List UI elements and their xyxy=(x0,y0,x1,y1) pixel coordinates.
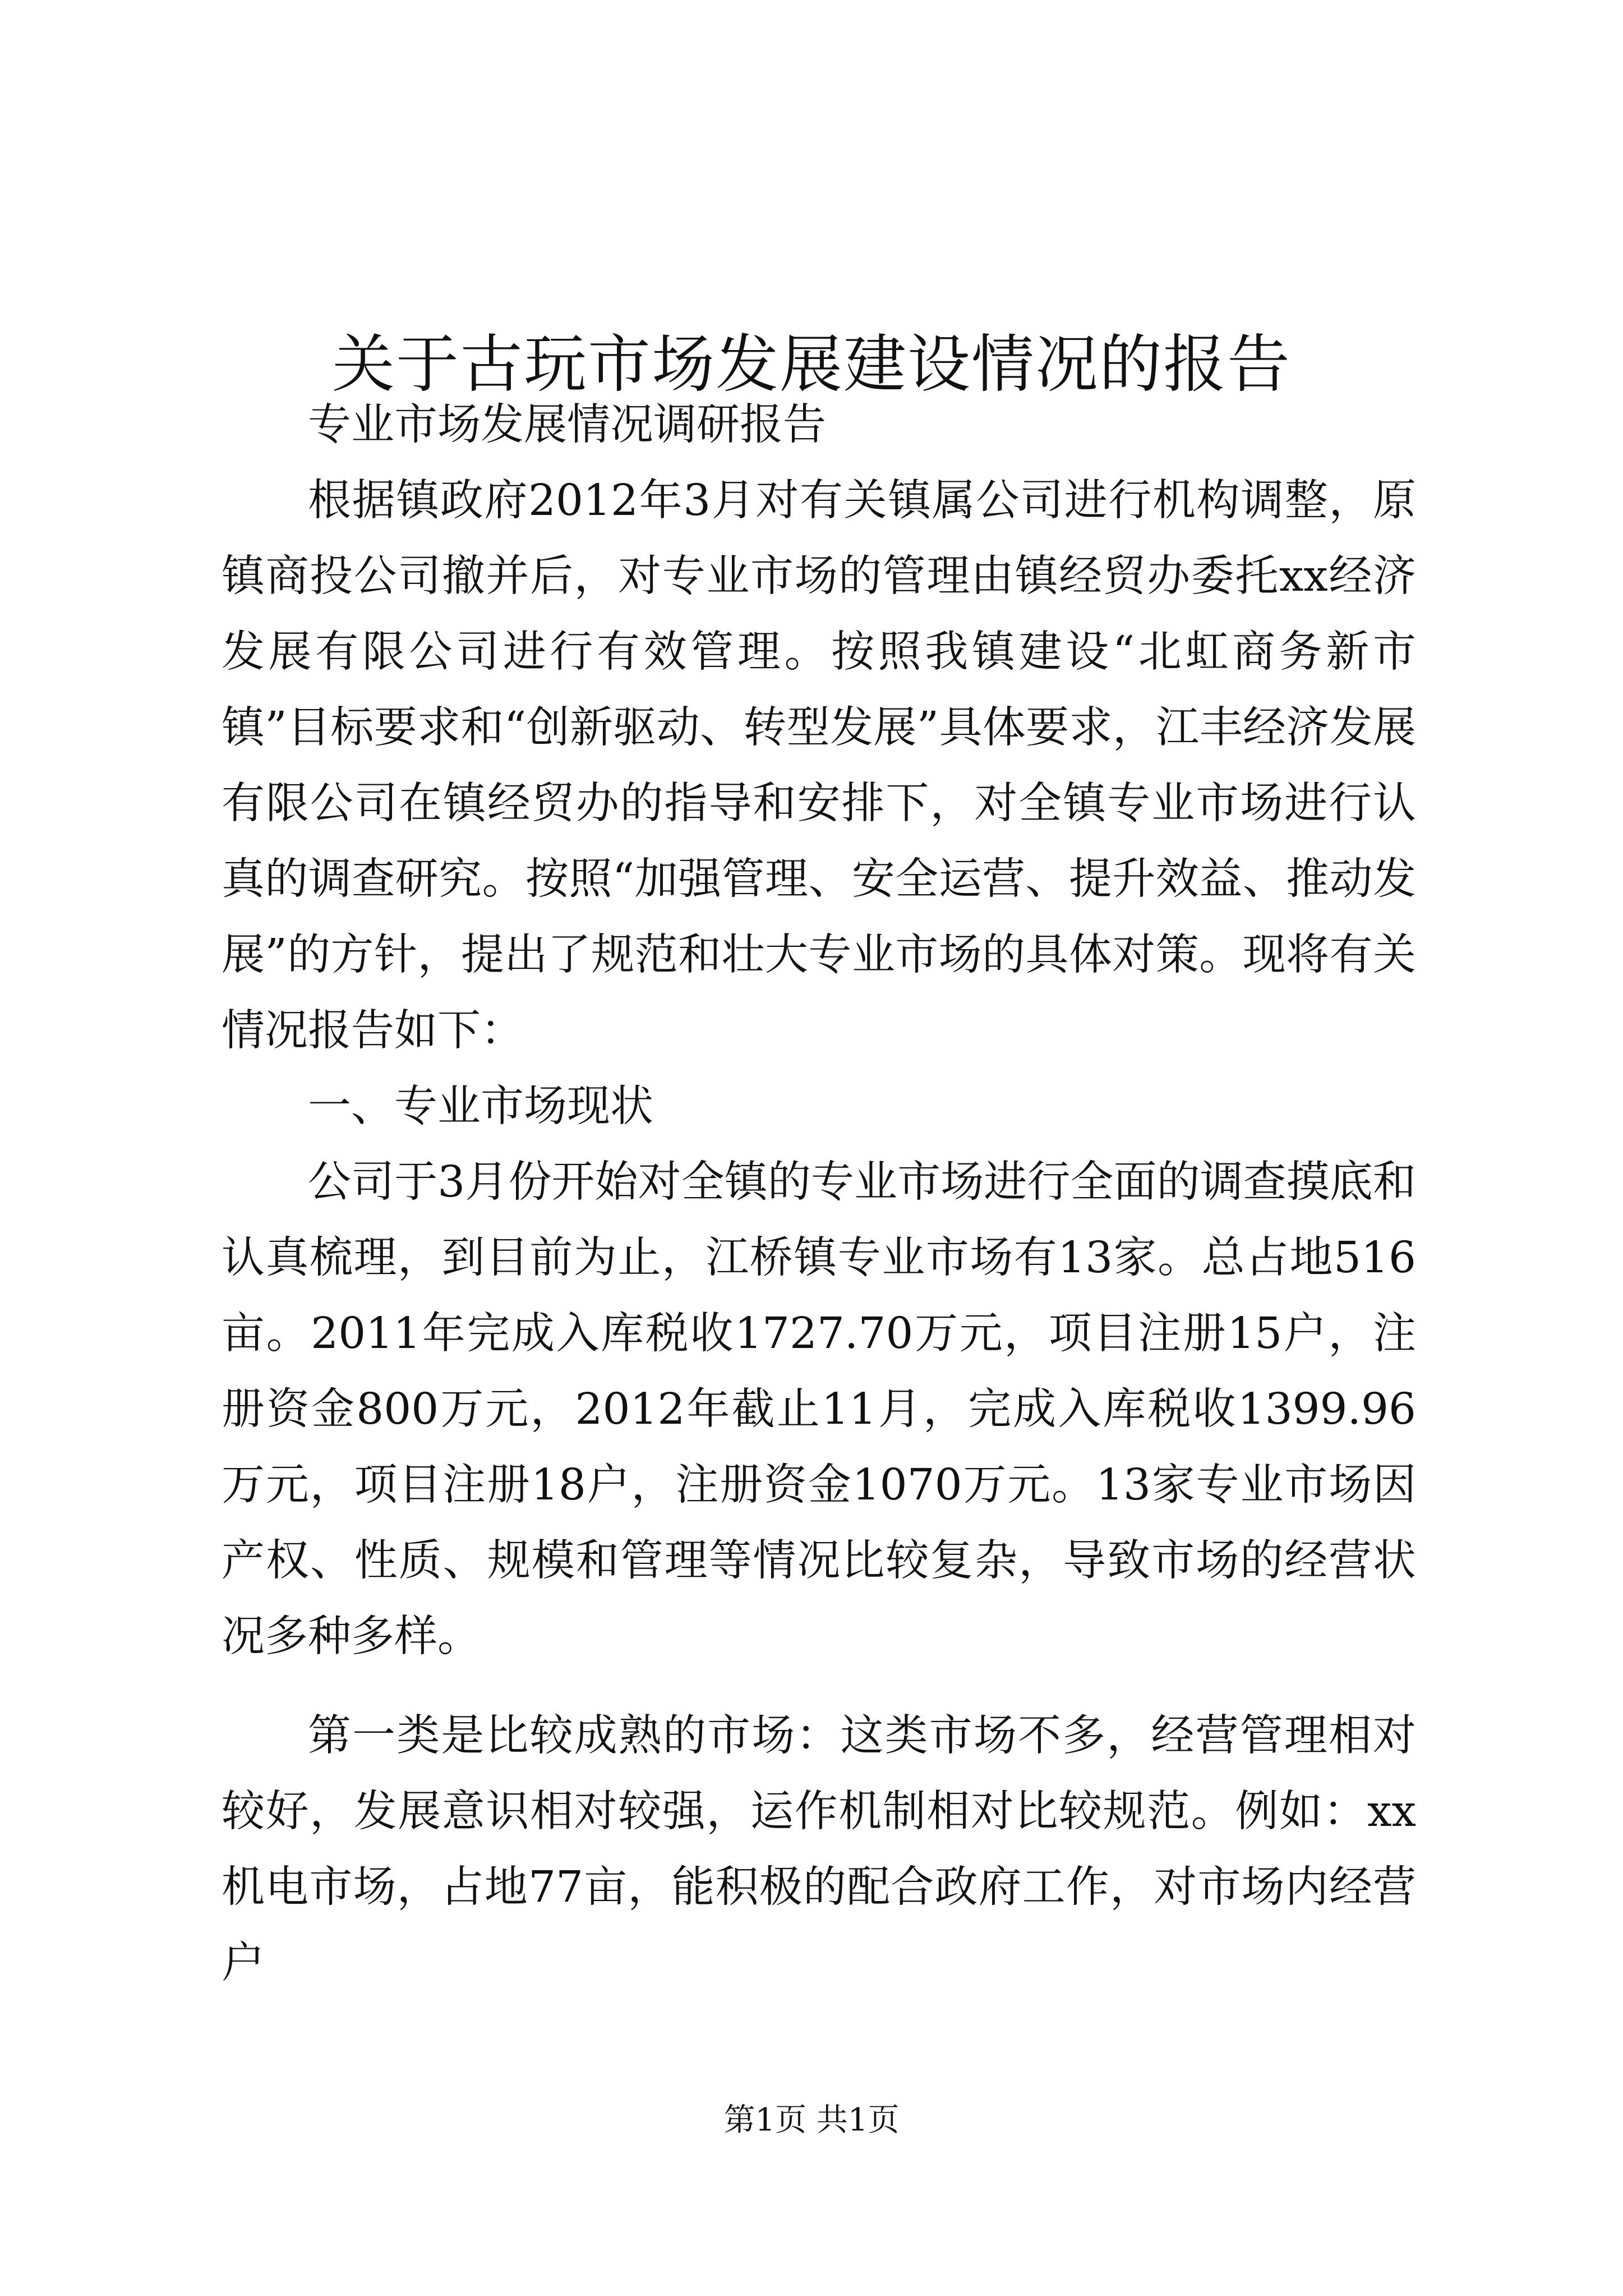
section-heading: 一、专业市场现状 xyxy=(308,1082,653,1131)
category-paragraph: 第一类是比较成熟的市场：这类市场不多，经营管理相对较好，发展意识相对较强，运作机制相对比较规范。例如：xx机电市场，占地77亩，能积极的配合政府工作，对市场内经营户 xyxy=(222,1711,1416,1988)
status-paragraph: 公司于3月份开始对全镇的专业市场进行全面的调查摸底和认真梳理，到目前为止，江桥镇专业市场有13家。总占地516亩。2011年完成入库税收1727.70万元，项目注册15户，注册资金800万元，2012年截止11月，完成入库税收1399.96万元，项目注册18户，注册资金1070万元。13家专业市场因产权、性质、规模和管理等情况比较复杂，导致市场的经营状况多种多样。 xyxy=(222,1157,1416,1662)
document-title: 关于古玩市场发展建设情况的报告 xyxy=(332,328,1291,402)
document-body xyxy=(222,387,1416,2001)
intro-paragraph: 根据镇政府2012年3月对有关镇属公司进行机构调整，原镇商投公司撤并后，对专业市场的管理由镇经贸办委托xx经济发展有限公司进行有效管理。按照我镇建设“北虹商务新市镇”目标要求和“创新驱动、转型发展”具体要求，江丰经济发展有限公司在镇经贸办的指导和安排下，对全镇专业市场进行认真的调查研究。按照“加强管理、安全运营、提升效益、推动发展”的方针，提出了规范和壮大专业市场的具体对策。现将有关情况报告如下： xyxy=(222,476,1416,1056)
subtitle-paragraph: 专业市场发展情况调研报告 xyxy=(308,400,826,450)
page-footer: 第1页 共1页 xyxy=(723,2102,900,2138)
